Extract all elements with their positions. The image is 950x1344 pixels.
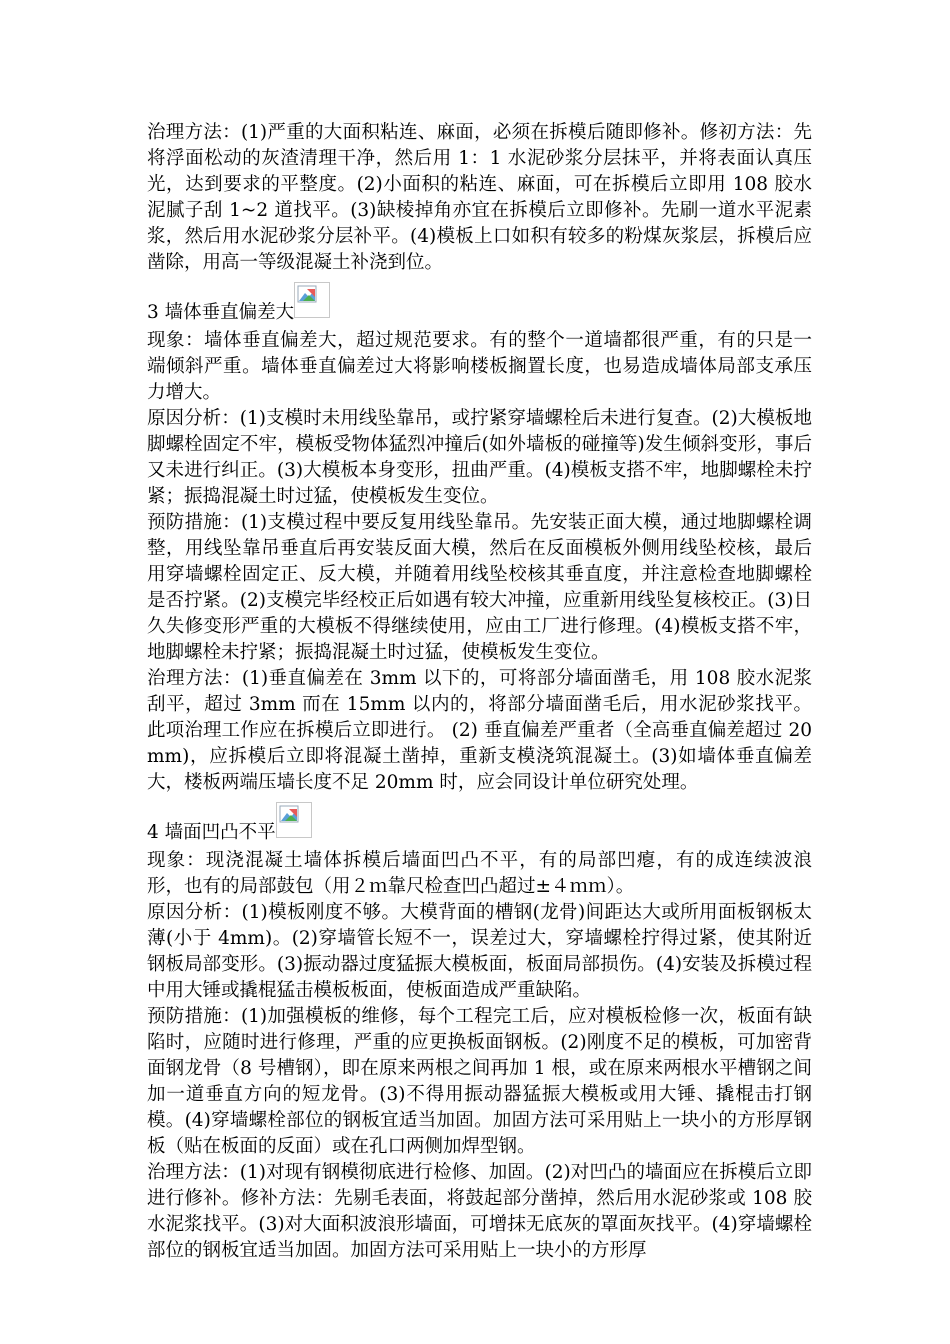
broken-image-icon [276, 802, 312, 838]
section-3-prevention: 预防措施：(1)支模过程中要反复用线坠靠吊。先安装正面大模，通过地脚螺栓调整，用线坠靠吊垂直后再安装反面大模，然后在反面模板外侧用线坠校核，最后用穿墙螺栓固定正、反大模，并随着用线坠校核其垂直度，并注意检查地脚螺栓是否拧紧。(2)支模完毕经校正后如遇有较大冲撞，应重新用线坠复核校正。(3)日久失修变形严重的大模板不得继续使用，应由工厂进行修理。(4)模板支搭不牢，地脚螺栓未拧紧；振捣混凝土时过猛，使模板发生变位。 [147, 512, 812, 663]
document-page [147, 120, 812, 1264]
section-4-phenomenon: 现象：现浇混凝土墙体拆模后墙面凹凸不平，有的局部凹瘪，有的成连续波浪形，也有的局部鼓包（用２ｍ靠尺检查凹凸超过±４ｍｍ）。 [147, 850, 812, 897]
section-3-heading [147, 282, 812, 328]
intro-treatment-paragraph: 治理方法：(1)严重的大面积粘连、麻面，必须在拆模后随即修补。修初方法：先将浮面松动的灰渣清理干净，然后用 1：1 水泥砂浆分层抹平，并将表面认真压光，达到要求的平整度。(2)小面积的粘连、麻面，可在拆模后立即用 108 胶水泥腻子刮 1~2 道找平。(3)缺棱掉角亦宜在拆模后立即修补。先刷一道水平泥素浆，然后用水泥砂浆分层补平。(4)模板上口如积有较多的粉煤灰浆层，拆模后应凿除，用高一等级混凝土补浇到位。 [147, 122, 812, 273]
section-4-treatment: 治理方法：(1)对现有钢模彻底进行检修、加固。(2)对凹凸的墙面应在拆模后立即进行修补。修补方法：先剔毛表面，将鼓起部分凿掉，然后用水泥砂浆或 108 胶水泥浆找平。(3)对大面积波浪形墙面，可增抹无底灰的罩面灰找平。(4)穿墙螺栓部位的钢板宜适当加固。加固方法可采用贴上一块小的方形厚 [147, 1162, 812, 1261]
section-3-treatment: 治理方法：(1)垂直偏差在 3mm 以下的，可将部分墙面凿毛，用 108 胶水泥浆刮平，超过 3mm 而在 15mm 以内的，将部分墙面凿毛后，用水泥砂浆找平。此项治理工作应在拆模后立即进行。 (2) 垂直偏差严重者（全高垂直偏差超过 20mm)，应拆模后立即将混凝土凿掉，重新支模浇筑混凝土。(3)如墙体垂直偏差大，楼板两端压墙长度不足 20mm 时，应会同设计单位研究处理。 [147, 668, 812, 793]
section-4-prevention: 预防措施：(1)加强模板的维修，每个工程完工后，应对模板检修一次，板面有缺陷时，应随时进行修理，严重的应更换板面钢板。(2)刚度不足的模板，可加密背面钢龙骨（8 号槽钢），即在原来两根之间再加 1 根，或在原来两根水平槽钢之间加一道垂直方向的短龙骨。(3)不得用振动器猛振大模板或用大锤、撬棍击打钢模。(4)穿墙螺栓部位的钢板宜适当加固。加固方法可采用贴上一块小的方形厚钢板（贴在板面的反面）或在孔口两侧加焊型钢。 [147, 1006, 812, 1157]
section-3-cause: 原因分析：(1)支模时未用线坠靠吊，或拧紧穿墙螺栓后未进行复查。(2)大模板地脚螺栓固定不牢，模板受物体猛烈冲撞后(如外墙板的碰撞等)发生倾斜变形，事后又未进行纠正。(3)大模板本身变形，扭曲严重。(4)模板支搭不牢，地脚螺栓未拧紧；振捣混凝土时过猛，使模板发生变位。 [147, 408, 812, 507]
broken-image-icon [294, 282, 330, 318]
section-3-title: 3 墙体垂直偏差大 [147, 302, 295, 323]
section-4-heading [147, 802, 812, 848]
section-3-phenomenon: 现象：墙体垂直偏差大，超过规范要求。有的整个一道墙都很严重，有的只是一端倾斜严重。墙体垂直偏差过大将影响楼板搁置长度，也易造成墙体局部支承压力增大。 [147, 330, 812, 403]
section-4-title: 4 墙面凹凸不平 [147, 822, 276, 843]
section-4-cause: 原因分析：(1)模板刚度不够。大模背面的槽钢(龙骨)间距达大或所用面板钢板太薄(小于 4mm)。(2)穿墙管长短不一，误差过大，穿墙螺栓拧得过紧，使其附近钢板局部变形。(3)振动器过度猛振大模板面，板面局部损伤。(4)安装及拆模过程中用大锤或撬棍猛击模板板面，使板面造成严重缺陷。 [147, 902, 812, 1001]
